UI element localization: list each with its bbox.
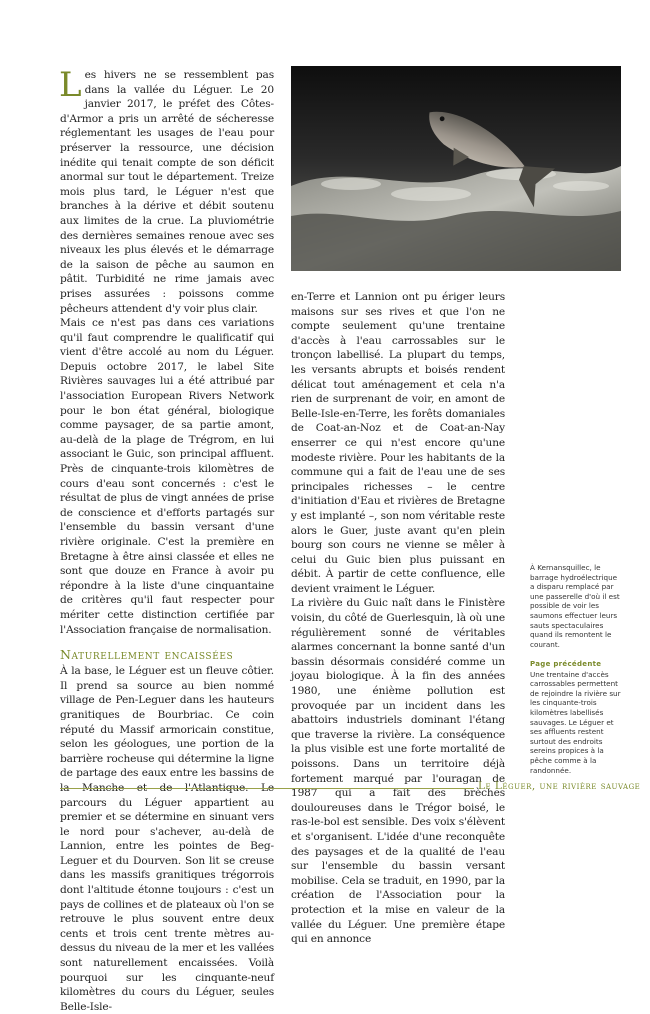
drop-cap: L — [59, 65, 82, 105]
intro-paragraph-2: Mais ce n'est pas dans ces variations qu'il faut comprendre le qualificatif qui vient d'être accolé au nom du Léguer. Depuis octobre 2017, le label Site Rivières sauvages lui a été attribué par l'association European Rivers Network pour le bon état général, biologique comme paysager, de sa partie amont, au-delà de la plage de Trégrom, en lui associant le Guic, son principal affluent. Près de cinquante-trois kilomètres de cours d'eau sont concernés : c'est le résultat de plus de vingt années de prise de conscience et d'efforts partagés sur l'ensemble du bassin versant d'une rivière originale. C'est la première en Bretagne à être ainsi classée et elles ne sont que douze en France à avoir pu répondre à la liste d'une cinquantaine de critères qu'il faut respecter pour mériter cette distinction certifiée par l'Association française de normalisation. — [60, 317, 274, 636]
intro-paragraph-1: es hivers ne se ressemblent pas dans la vallée du Léguer. Le 20 janvier 2017, le préfet des Côtes-d'Armor a pris un arrêté de sécheresse réglementant les usages de l'eau pour préserver la ressource, une décision inédite qui tenait compte de son déficit anormal sur tout le département. Treize mois plus tard, le Léguer n'est que branches à la dérive et débit soutenu aux limites de la crue. La pluviométrie des dernières semaines renoue avec ses niveaux les plus élevés et le démarrage de la saison de pêche au saumon en pâtit. Turbidité ne rime jamais avec prises assurées : poissons comme pêcheurs attendent d'y voir plus clair. — [60, 69, 274, 315]
mid-paragraph-1: en-Terre et Lannion ont pu ériger leurs maisons sur ses rives et que l'on ne compte seulement qu'une trentaine d'accès à l'eau carrossables sur le tronçon labellisé. La plupart du temps, les versants abrupts et boisés rendent délicat tout aménagement et cela n'a rien de surprenant de voir, en amont de Belle-Isle-en-Terre, les forêts domaniales de Coat-an-Noz et de Coat-an-Nay enserrer ce qui n'est encore qu'une modeste rivière. Pour les habitants de la commune qui a fait de l'eau une de ses principales richesses – le centre d'initiation d'Eau et rivières de Bretagne y est implanté –, son nom véritable reste alors le Guer, juste avant qu'en plein bourg son cours ne vienne se mêler à celui du Guic bien plus puissant en débit. À partir de cette confluence, elle devient vraiment le Léguer. — [291, 291, 505, 595]
section-heading: Naturellement encaissées — [60, 647, 234, 663]
section-paragraph-1: À la base, le Léguer est un fleuve côtier. Il prend sa source au bien nommé village de Pen-Leguer dans les hauteurs granitiques de Bourbriac. Ce coin réputé du Massif armoricain constitue, selon les géologues, une portion de la barrière rocheuse qui détermine la ligne de partage des eaux entre les bassins de la Manche et de l'Atlantique. Le parcours du Léguer appartient au premier et se détermine en sinuant vers le nord pour s'achever, au-delà de Lannion, entre les pointes de Beg-Leguer et du Dourven. Son lit se creuse dans les massifs granitiques trégorrois dont l'altitude étonne toujours : c'est un pays de collines et de plateaux où l'on se retrouve le plus souvent entre deux cents et trois cent trente mètres au-dessus du niveau de la mer et les vallées sont naturellement encaissées. Voilà pourquoi sur les cinquante-neuf kilomètres du cours du Léguer, seules Belle-Isle- — [60, 665, 274, 1013]
leaping-salmon-image — [291, 66, 621, 271]
left-column — [59, 65, 274, 1014]
footer-rule — [60, 788, 474, 789]
previous-page-text: Une trentaine d'accès carrossables permettent de rejoindre la rivière sur les cinquante-trois kilomètres labellisés sauvages. Le Léguer et ses affluents restent surtout des endroits sereins propices à la pêche comme à la randonnée. — [530, 669, 621, 775]
previous-page-caption — [530, 660, 622, 775]
previous-page-label: Page précédente — [530, 660, 602, 668]
middle-column — [291, 290, 505, 947]
salmon-photo — [291, 66, 621, 271]
mid-paragraph-2: La rivière du Guic naît dans le Finistère voisin, du côté de Guerlesquin, là où une régulièrement sonné de véritables alarmes concernant la bonne santé d'un bassin désormais considéré comme un joyau biologique. À la fin des années 1980, une énième pollution est provoquée par un incident dans les abattoirs industriels dominant l'étang que traverse la rivière. La conséquence la plus visible est une forte mortalité de poissons. Dans un territoire déjà fortement marqué par l'ouragan de 1987 qui a fait des brèches douloureuses dans le Trégor boisé, le ras-le-bol est sensible. Des voix s'élèvent et s'organisent. L'idée d'une reconquête des paysages et de la qualité de l'eau sur l'ensemble du bassin versant mobilise. Cela se traduit, en 1990, par la création de l'Association pour la protection et la mise en valeur de la vallée du Léguer. Une première étape qui en annonce — [291, 597, 505, 946]
running-title: Le Léguer, une rivière sauvage — [478, 780, 641, 792]
photo-caption: À Kernansquillec, le barrage hydroélectrique a disparu remplacé par une passerelle d'où il est possible de voir les saumons effectuer leurs sauts spectaculaires quand ils remontent le courant. — [530, 563, 620, 649]
